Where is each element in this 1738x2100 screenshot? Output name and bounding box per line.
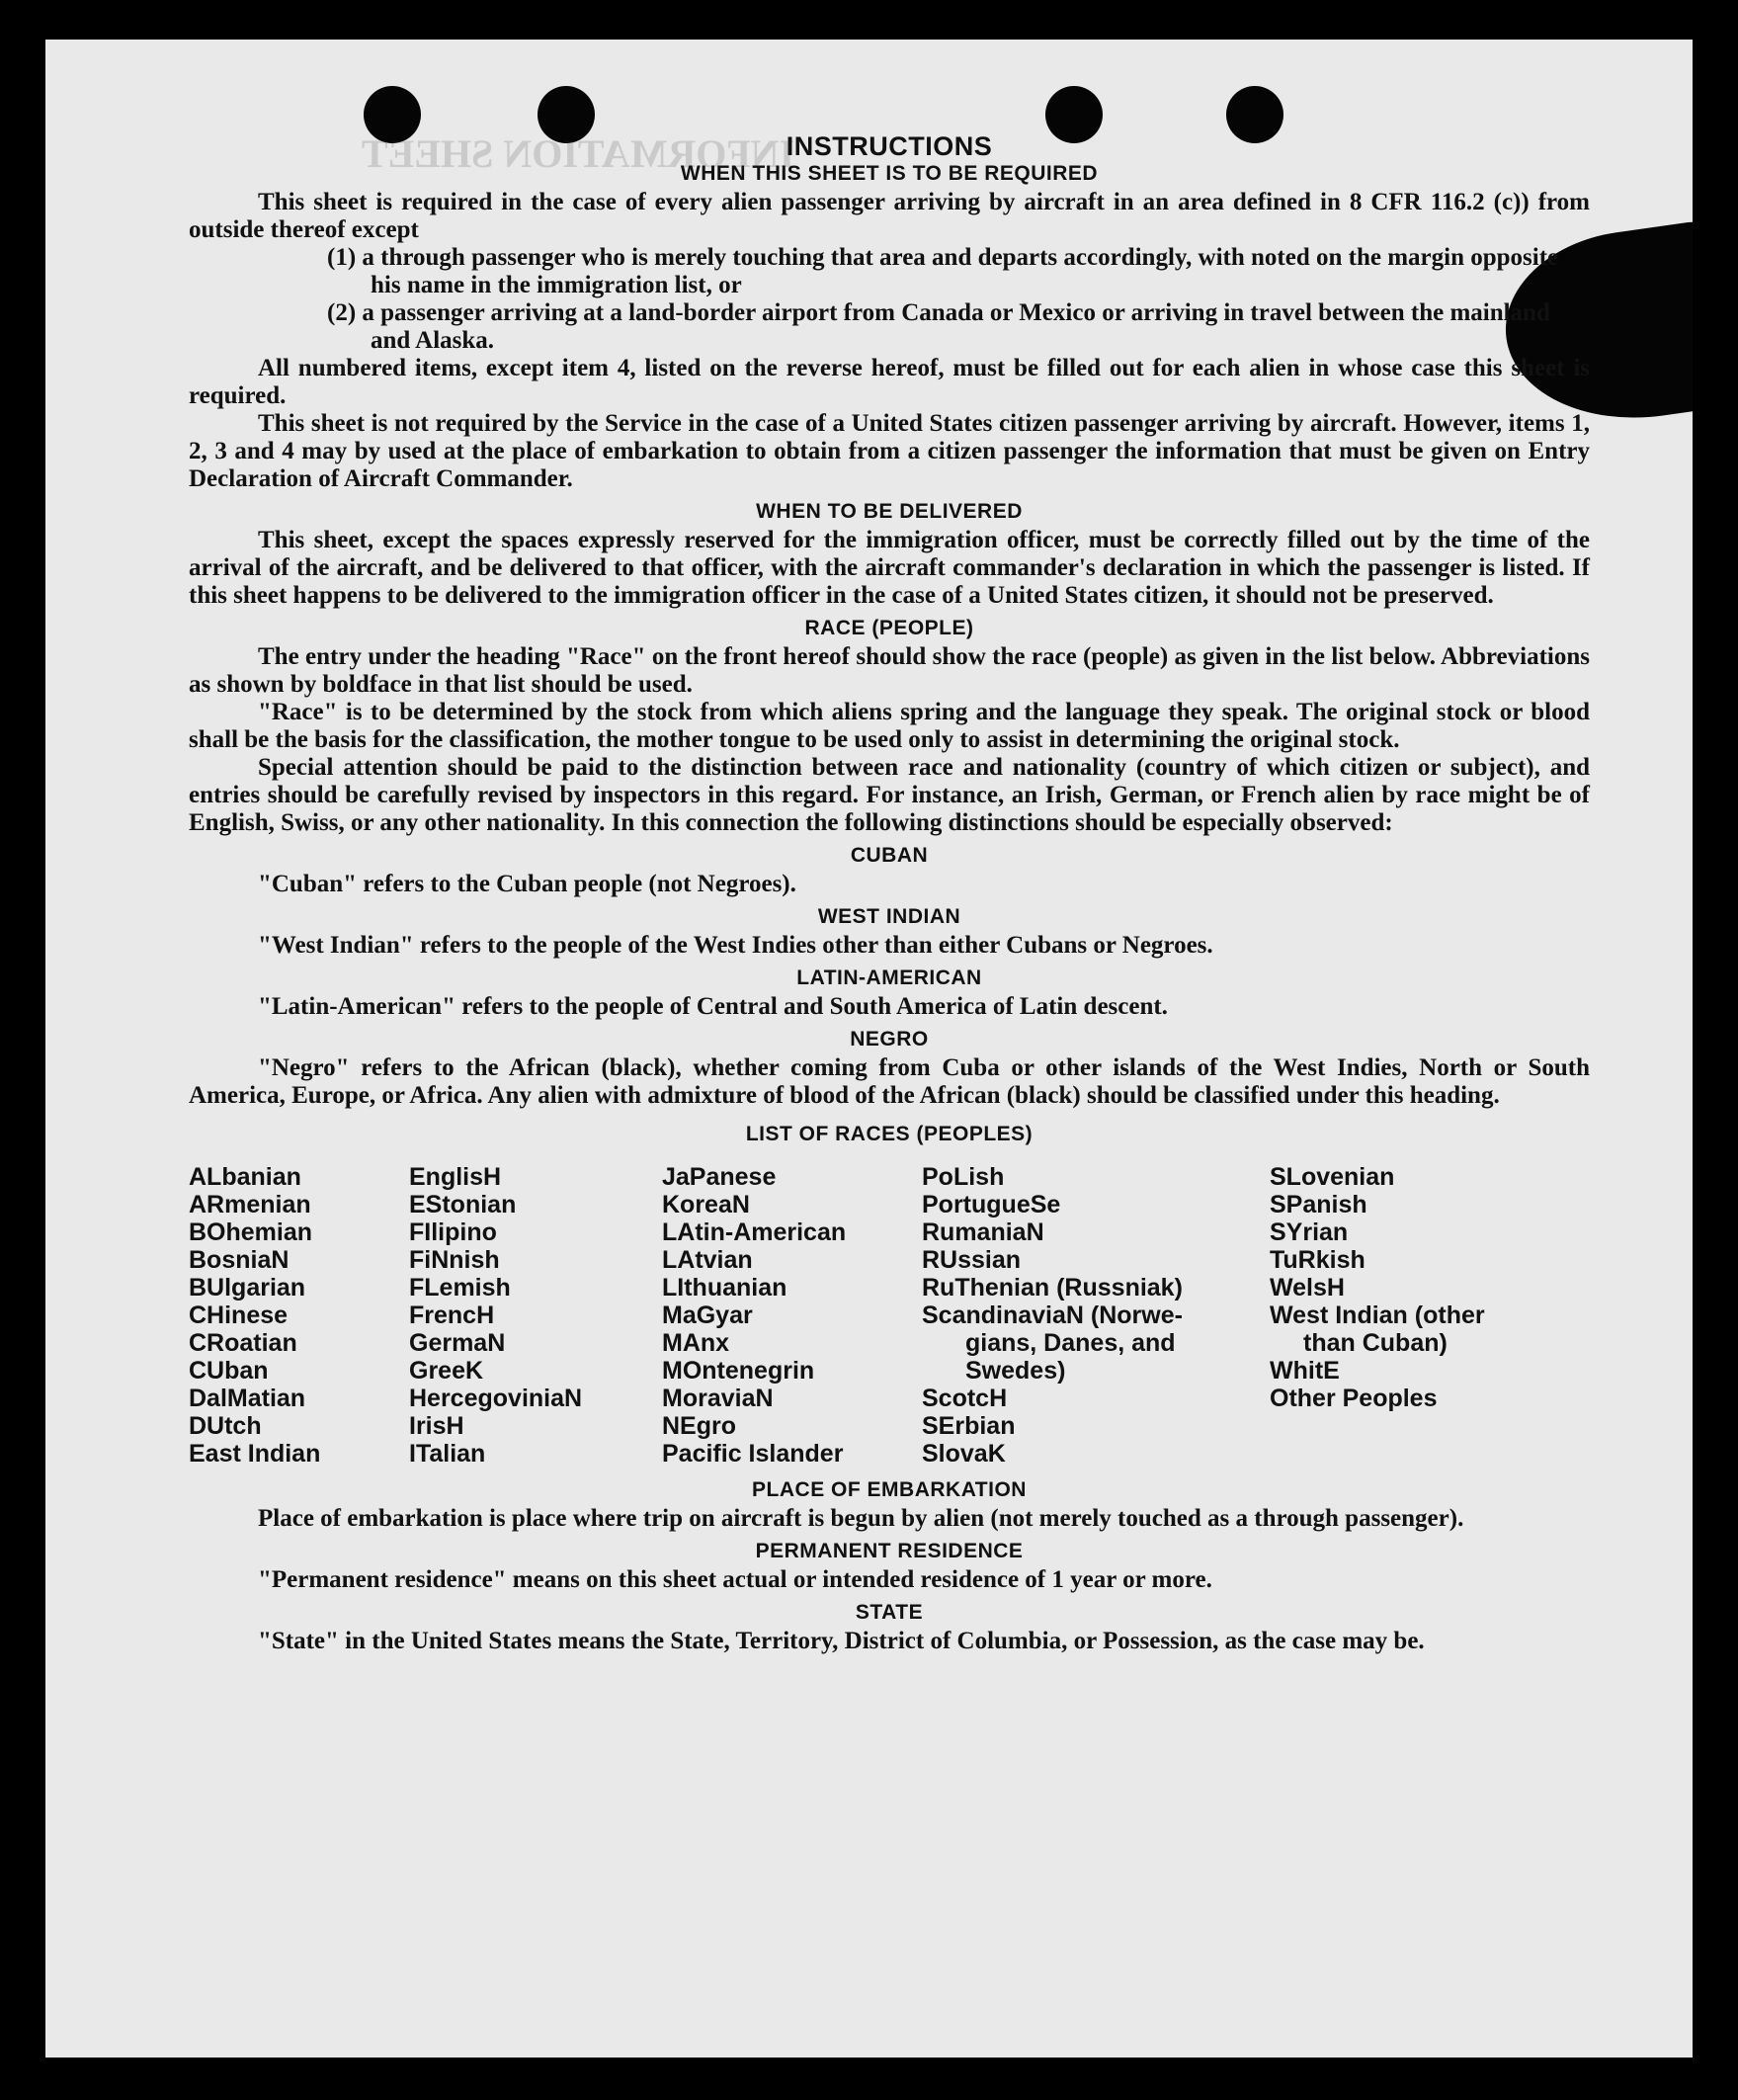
list-item: SlovaK — [922, 1440, 1006, 1468]
heading-race: RACE (PEOPLE) — [804, 617, 974, 639]
list-item: CRoatian — [189, 1329, 297, 1357]
list-item: GermaN — [409, 1329, 506, 1357]
races-column-2 — [409, 1163, 662, 1468]
list-item: ScandinaviaN (Norwe- — [922, 1302, 1183, 1329]
list-item: RuThenian (Russniak) — [922, 1274, 1183, 1302]
paragraph-negro: "Negro" refers to the African (black), whether coming from Cuba or other islands of the West Indies, North or South America, Europe, or Africa. Any alien with admixture of blood of the African (black) should be classified under this heading. — [189, 1054, 1590, 1109]
list-item: EStonian — [409, 1191, 517, 1218]
list-item: Pacific Islander — [662, 1440, 844, 1468]
list-item: EnglisH — [409, 1163, 502, 1191]
heading-permanent-residence: PERMANENT RESIDENCE — [755, 1540, 1024, 1562]
list-item: than Cuban) — [1303, 1329, 1448, 1357]
races-list — [189, 1163, 1590, 1468]
list-item: WhitE — [1270, 1357, 1340, 1385]
list-item: MoraviaN — [662, 1385, 774, 1412]
page-title: INSTRUCTIONS — [786, 131, 993, 161]
list-item: Swedes) — [965, 1357, 1066, 1385]
heading-list-of-races: LIST OF RACES (PEOPLES) — [745, 1123, 1034, 1145]
list-item: MaGyar — [662, 1302, 753, 1329]
list-item: DUtch — [189, 1412, 262, 1440]
list-item: SPanish — [1270, 1191, 1367, 1218]
list-item: ITalian — [409, 1440, 486, 1468]
paragraph-race-2: "Race" is to be determined by the stock from which aliens spring and the language they speak. The original stock or blood shall be the basis for the classification, the mother tongue to be used only to assist in determining the original stock. — [189, 699, 1590, 753]
list-item: BUlgarian — [189, 1274, 306, 1302]
heading-cuban: CUBAN — [850, 844, 929, 867]
heading-state: STATE — [855, 1601, 924, 1624]
paragraph-required: This sheet is required in the case of every alien passenger arriving by aircraft in an area defined in 8 CFR 116.2 (c)) from outside thereof except — [189, 189, 1590, 243]
document-page — [45, 40, 1693, 2058]
paragraph-numbered-items: All numbered items, except item 4, listed on the reverse hereof, must be filled out for each alien in whose case this sheet is required. — [189, 355, 1590, 409]
races-column-3 — [662, 1163, 922, 1468]
list-item: LAtvian — [662, 1246, 753, 1274]
paragraph-delivered: This sheet, except the spaces expressly reserved for the immigration officer, must be correctly filled out by the time of the arrival of the aircraft, and be delivered to that officer, with the aircraft commander's declaration in which the passenger is listed. If this sheet happens to be delivered to the immigration officer in the case of a United States citizen, it should not be preserved. — [189, 527, 1590, 609]
instructions-body — [189, 131, 1590, 1655]
list-item: WelsH — [1270, 1274, 1345, 1302]
paragraph-cuban: "Cuban" refers to the Cuban people (not Negroes). — [258, 871, 796, 897]
list-item: TuRkish — [1270, 1246, 1366, 1274]
races-column-4 — [922, 1163, 1270, 1468]
paragraph-state: "State" in the United States means the State, Territory, District of Columbia, or Possession, as the case may be. — [258, 1628, 1425, 1654]
heading-delivered: WHEN TO BE DELIVERED — [756, 500, 1023, 523]
list-item: DalMatian — [189, 1385, 306, 1412]
heading-required: WHEN THIS SHEET IS TO BE REQUIRED — [680, 162, 1099, 185]
list-item: FrencH — [409, 1302, 495, 1329]
races-column-1 — [189, 1163, 409, 1468]
races-column-5 — [1270, 1163, 1556, 1468]
exception-item-2: (2) a passenger arriving at a land-border airport from Canada or Mexico or arriving in travel between the mainland and Alaska. — [327, 299, 1550, 354]
list-item: CHinese — [189, 1302, 289, 1329]
list-item: CUban — [189, 1357, 269, 1385]
paragraph-west-indian: "West Indian" refers to the people of the West Indies other than either Cubans or Negroes. — [258, 932, 1213, 959]
heading-latin-american: LATIN-AMERICAN — [796, 966, 982, 989]
bleed-through: INFORMATION SHEET — [362, 131, 795, 176]
list-item: East Indian — [189, 1440, 321, 1468]
paragraph-latin-american: "Latin-American" refers to the people of Central and South America of Latin descent. — [258, 993, 1168, 1020]
list-item: FiNnish — [409, 1246, 500, 1274]
list-item: KoreaN — [662, 1191, 750, 1218]
heading-embarkation: PLACE OF EMBARKATION — [752, 1478, 1027, 1501]
paragraph-embarkation: Place of embarkation is place where trip on aircraft is begun by alien (not merely touched as a through passenger). — [258, 1505, 1464, 1532]
list-item: IrisH — [409, 1412, 464, 1440]
list-item: MAnx — [662, 1329, 730, 1357]
list-item: FLemish — [409, 1274, 511, 1302]
list-item: West Indian (other — [1270, 1302, 1485, 1329]
list-item: ScotcH — [922, 1385, 1008, 1412]
heading-west-indian: WEST INDIAN — [817, 905, 961, 928]
list-item: BosniaN — [189, 1246, 290, 1274]
exception-item-1: (1) a through passenger who is merely touching that area and departs accordingly, with noted on the margin opposite his name in the immigration list, or — [327, 244, 1559, 298]
list-item: PortugueSe — [922, 1191, 1061, 1218]
list-item: PoLish — [922, 1163, 1005, 1191]
list-item: Other Peoples — [1270, 1385, 1438, 1412]
list-item: FIlipino — [409, 1218, 497, 1246]
list-item: ARmenian — [189, 1191, 311, 1218]
paragraph-citizen: This sheet is not required by the Service in the case of a United States citizen passenger arriving by aircraft. However, items 1, 2, 3 and 4 may by used at the place of embarkation to obtain from a citizen passenger the information that must be given on Entry Declaration of Aircraft Commander. — [189, 410, 1590, 492]
list-item: SLovenian — [1270, 1163, 1395, 1191]
list-item: LAtin-American — [662, 1218, 847, 1246]
list-item: ALbanian — [189, 1163, 301, 1191]
paragraph-race-3: Special attention should be paid to the distinction between race and nationality (country of which citizen or subject), and entries should be carefully revised by inspectors in this regard. For instance, an Irish, German, or French alien by race might be of English, Swiss, or any other nationality. In this connection the following distinctions should be especially observed: — [189, 754, 1590, 836]
list-item: GreeK — [409, 1357, 484, 1385]
list-item: LIthuanian — [662, 1274, 787, 1302]
list-item: SErbian — [922, 1412, 1016, 1440]
list-item: BOhemian — [189, 1218, 313, 1246]
list-item: JaPanese — [662, 1163, 777, 1191]
paragraph-permanent-residence: "Permanent residence" means on this sheet actual or intended residence of 1 year or more. — [258, 1566, 1212, 1593]
list-item: MOntenegrin — [662, 1357, 815, 1385]
list-item: SYrian — [1270, 1218, 1349, 1246]
list-item: RumaniaN — [922, 1218, 1044, 1246]
list-item: RUssian — [922, 1246, 1022, 1274]
paragraph-race-1: The entry under the heading "Race" on the front hereof should show the race (people) as given in the list below. Abbreviations as shown by boldface in that list should be used. — [189, 643, 1590, 698]
heading-negro: NEGRO — [850, 1028, 929, 1050]
list-item: gians, Danes, and — [965, 1329, 1176, 1357]
list-item: HercegoviniaN — [409, 1385, 583, 1412]
list-item: NEgro — [662, 1412, 736, 1440]
